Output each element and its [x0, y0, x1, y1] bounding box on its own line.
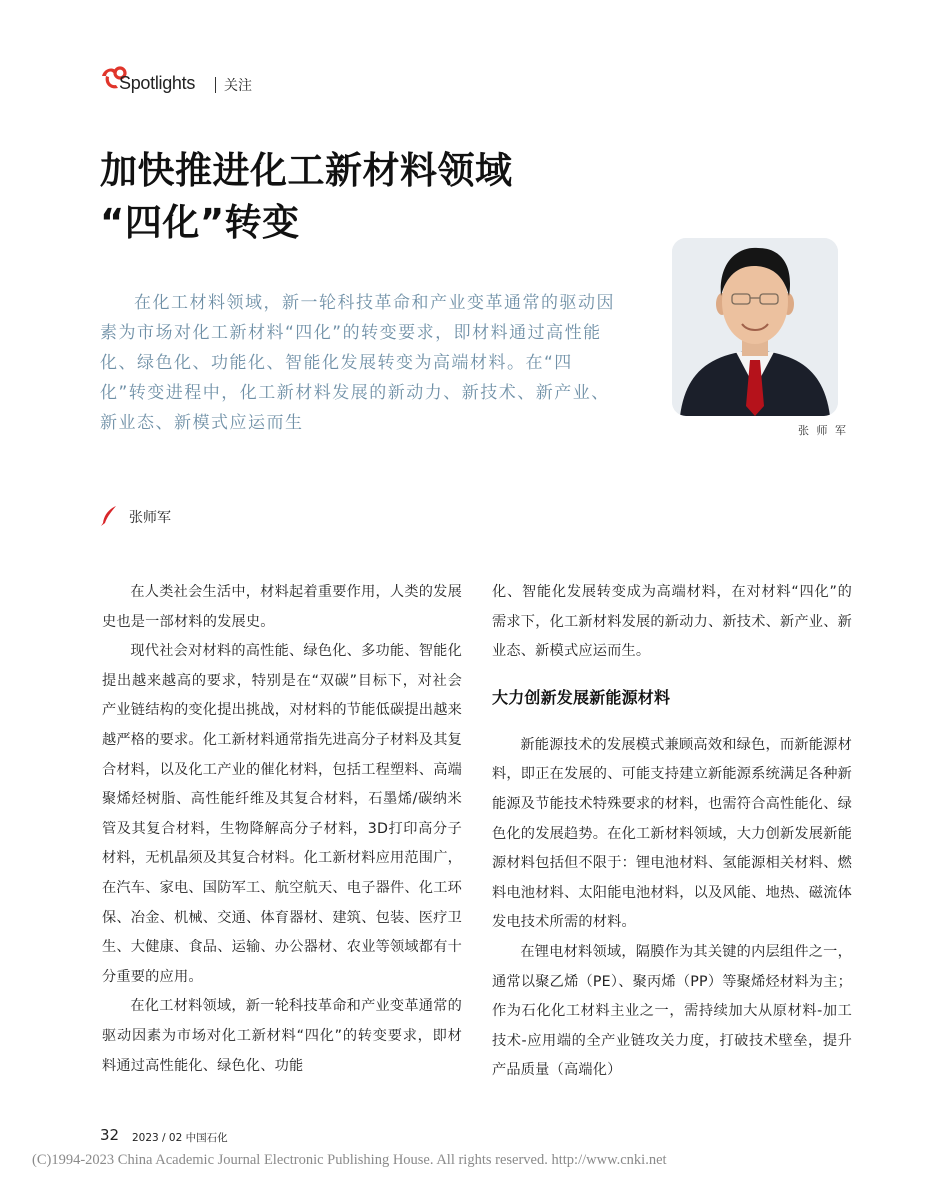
body-right-column [492, 578, 852, 1086]
copyright-notice: (C)1994-2023 China Academic Journal Electronic Publishing House. All rights reserved. http://www.cnki.net [32, 1152, 667, 1168]
body-paragraph: 现代社会对材料的高性能、绿色化、多功能、智能化提出越来越高的要求，特别是在“双碳”目标下，对社会产业链结构的变化提出挑战，对材料的节能低碳提出越来越严格的要求。化工新材料通常指先进高分子材料及其复合材料，以及化工产业的催化材料，包括工程塑料、高端聚烯烃树脂、高性能纤维及其复合材料，石墨烯/碳纳米管及其复合材料，生物降解高分子材料，3D打印高分子材料，无机晶须及其复合材料。化工新材料应用范围广，在汽车、家电、国防军工、航空航天、电子器件、化工环保、冶金、机械、交通、体育器材、建筑、包装、医疗卫生、大健康、食品、运输、办公器材、农业等领域都有十分重要的应用。 [102, 643, 462, 985]
lead-text: 在化工材料领域，新一轮科技革命和产业变革通常的驱动因素为市场对化工新材料“四化”的转变要求，即材料通过高性能化、绿色化、功能化、智能化发展转变为高端材料。在“四化”转变进程中，化工新材料发展的新动力、新技术、新产业、新业态、新模式应运而生 [100, 293, 615, 433]
page-number: 32 [100, 1126, 120, 1144]
body-paragraph: 在化工材料领域，新一轮科技革命和产业变革通常的驱动因素为市场对化工新材料“四化”的转变要求，即材料通过高性能化、绿色化、功能 [102, 998, 462, 1074]
portrait-caption: 张 师 军 [798, 424, 848, 437]
header-divider [215, 77, 216, 93]
body-paragraph-continuation: 化、智能化发展转变成为高端材料，在对材料“四化”的需求下，化工新材料发展的新动力、新技术、新产业、新业态、新模式应运而生。 [492, 584, 852, 660]
body-left-column [102, 578, 462, 1081]
author-portrait [672, 238, 838, 416]
pen-icon [100, 505, 118, 527]
article-title-line-2: “四化”转变 [100, 201, 300, 244]
section-label: 关注 [224, 78, 252, 94]
body-paragraph: 新能源技术的发展模式兼顾高效和绿色，而新能源材料，即正在发展的、可能支持建立新能源系统满足各种新能源及节能技术特殊要求的材料，也需符合高性能化、绿色化的发展趋势。在化工新材料领域，大力创新发展新能源材料包括但不限于：锂电池材料、氢能源相关材料、燃料电池材料、太阳能电池材料，以及风能、地热、磁流体发电技术所需的材料。 [492, 736, 852, 931]
body-paragraph: 在锂电材料领域，隔膜作为其关键的内层组件之一，通常以聚乙烯（PE）、聚丙烯（PP）等聚烯烃材料为主；作为石化化工材料主业之一，需持续加大从原材料-加工技术-应用端的全产业链攻关力度，打破技术壁垒，提升产品质量（高端化） [492, 943, 852, 1079]
section-heading: 大力创新发展新能源材料 [492, 687, 671, 707]
portrait-illustration-icon [672, 238, 838, 416]
body-paragraph: 在人类社会生活中，材料起着重要作用，人类的发展史也是一部材料的发展史。 [102, 584, 462, 630]
author-name: 张师军 [129, 510, 171, 526]
issue-info: 2023 / 02 中国石化 [132, 1132, 228, 1144]
article-title-line-1: 加快推进化工新材料领域 [100, 149, 513, 192]
lead-paragraph [100, 288, 620, 438]
brand-name: Spotlights [119, 73, 196, 93]
